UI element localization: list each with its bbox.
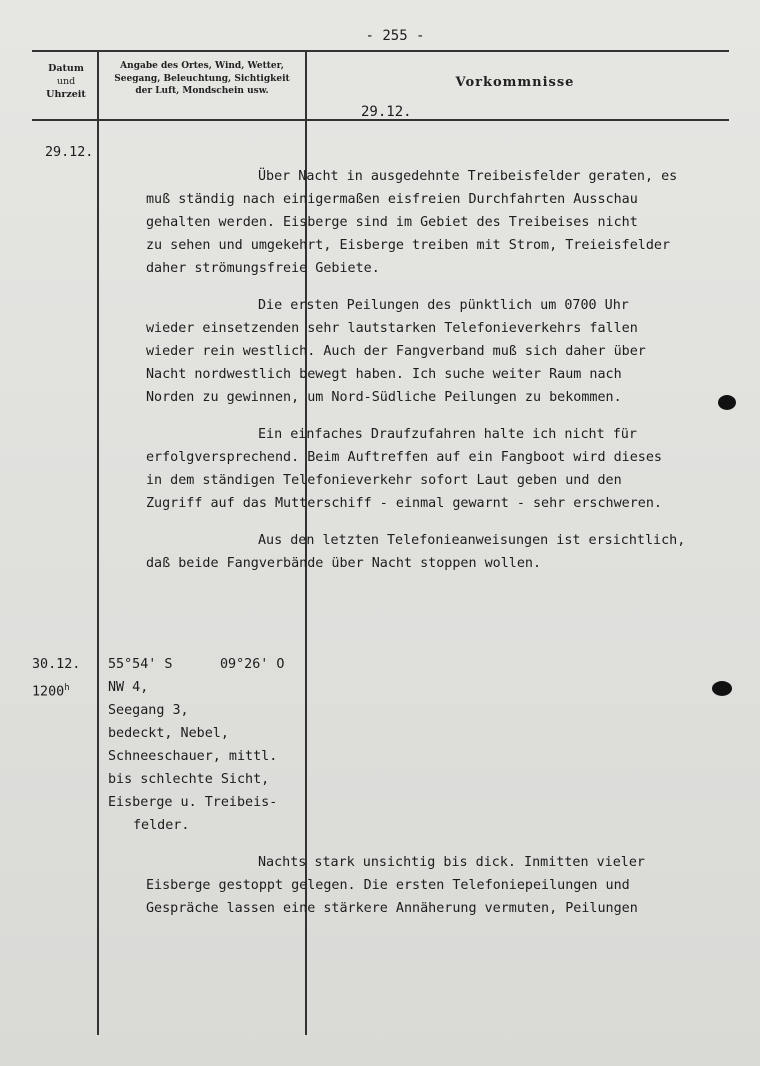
punch-hole-bottom	[712, 681, 732, 696]
header-ort-line: Angabe des Ortes, Wind, Wetter,	[120, 61, 284, 71]
entry1-line: Norden zu gewinnen, um Nord-Südliche Peilungen zu bekommen.	[146, 390, 622, 405]
entry2-weather-line: felder.	[133, 818, 190, 833]
entry2-weather-line: NW 4,	[108, 680, 149, 695]
entry1-date: 29.12.	[45, 145, 94, 160]
entry2-line: Eisberge gestoppt gelegen. Die ersten Telefoniepeilungen und	[146, 878, 630, 893]
entry1-line: Aus den letzten Telefonieanweisungen ist ersichtlich,	[258, 533, 686, 548]
entry1-line: wieder einsetzenden sehr lautstarken Telefonieverkehrs fallen	[146, 321, 638, 336]
entry1-line: gehalten werden. Eisberge sind im Gebiet des Treibeises nicht	[146, 215, 638, 230]
entry2-time: 1200	[32, 684, 65, 700]
header-ort-column	[101, 60, 303, 98]
entry1-line: Ein einfaches Draufzufahren halte ich nicht für	[258, 427, 637, 442]
header-date: 29.12.	[361, 104, 412, 120]
entry1-line: daher strömungsfreie Gebiete.	[146, 261, 380, 276]
entry1-line: Nacht nordwestlich bewegt haben. Ich suche weiter Raum nach	[146, 367, 622, 382]
entry2-weather-line: Seegang 3,	[108, 703, 189, 718]
header-datum-line: und	[56, 76, 76, 87]
entry2-time-block	[32, 680, 70, 700]
entry2-time-suffix: h	[64, 683, 70, 693]
header-datum-column	[36, 62, 96, 101]
header-datum-line: Uhrzeit	[46, 89, 86, 100]
entry1-line: zu sehen und umgekehrt, Eisberge treiben mit Strom, Treieisfelder	[146, 238, 671, 253]
entry2-line: Nachts stark unsichtig bis dick. Inmitten vieler	[258, 855, 645, 870]
header-datum-line: Datum	[48, 63, 84, 74]
entry2-line: Gespräche lassen eine stärkere Annäherung vermuten, Peilungen	[146, 901, 638, 916]
entry1-line: Über Nacht in ausgedehnte Treibeisfelder geraten, es	[258, 169, 678, 184]
header-top-rule	[32, 50, 729, 52]
header-vorkommnisse-column: Vorkommnisse	[455, 75, 575, 90]
entry2-longitude: 09°26' O	[220, 657, 285, 672]
entry1-line: daß beide Fangverbände über Nacht stoppen wollen.	[146, 556, 542, 571]
column-divider-left	[97, 50, 99, 1035]
header-ort-line: der Luft, Mondschein usw.	[135, 86, 269, 96]
entry1-line: muß ständig nach einigermaßen eisfreien Durchfahrten Ausschau	[146, 192, 638, 207]
punch-hole-top	[718, 395, 736, 410]
entry1-line: Die ersten Peilungen des pünktlich um 0700 Uhr	[258, 298, 629, 313]
entry1-line: Zugriff auf das Mutterschiff - einmal gewarnt - sehr erschweren.	[146, 496, 662, 511]
entry2-latitude: 55°54' S	[108, 657, 173, 672]
page-number: - 255 -	[365, 28, 425, 44]
entry1-line: wieder rein westlich. Auch der Fangverband muß sich daher über	[146, 344, 646, 359]
header-ort-line: Seegang, Beleuchtung, Sichtigkeit	[114, 73, 290, 84]
entry2-date: 30.12.	[32, 657, 81, 672]
entry2-weather-line: bis schlechte Sicht,	[108, 772, 270, 787]
entry2-weather-line: bedeckt, Nebel,	[108, 726, 229, 741]
entry1-line: in dem ständigen Telefonieverkehr sofort Laut geben und den	[146, 473, 622, 488]
entry2-weather-line: Eisberge u. Treibeis-	[108, 795, 278, 810]
entry2-weather-line: Schneeschauer, mittl.	[108, 749, 278, 764]
entry1-line: erfolgversprechend. Beim Auftreffen auf ein Fangboot wird dieses	[146, 450, 662, 465]
